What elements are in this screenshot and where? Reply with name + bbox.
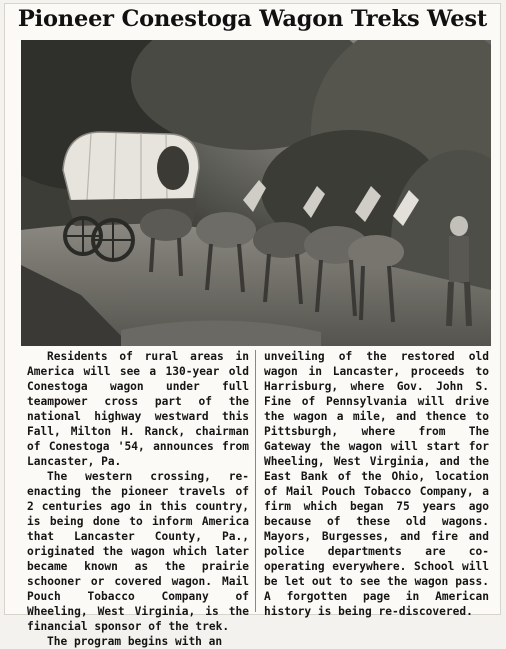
paragraph: The western crossing, re-enacting the pioneer travels of 2 centuries ago in this country, is being done to inform America that Lancaster County, Pa., originated the wagon which later became known as the prairie schooner or covered wagon. Mail Pouch Tobacco Company of Wheeling, West Virginia, is the financial sponsor of the trek. — [27, 470, 249, 633]
paragraph: unveiling of the restored old wagon in Lancaster, proceeds to Harrisburg, where Gov. John S. Fine of Pennsylvania will drive the wagon a mile, and thence to Pittsburgh, where from The Gateway the wagon will start for Wheeling, West Virginia, and the East Bank of the Ohio, location of Mail Pouch Tobacco Company, a firm which began 75 years ago because of these old wagons. Mayors, Burgesses, and fire and police departments are co-operating everywhere. School will be let out to see the wagon pass. A forgotten page in American history is being re-discovered. — [264, 350, 489, 618]
headline: Pioneer Conestoga Wagon Treks West — [17, 6, 488, 32]
paragraph: Residents of rural areas in America will see a 130-year old Conestoga wagon under full teampower cross part of the national highway westward this Fall, Milton H. Ranck, chairman of Conestoga '54, announces from Lancaster, Pa. — [27, 350, 249, 468]
wagon-photo — [21, 40, 491, 346]
column-divider — [255, 350, 256, 612]
paragraph: The program begins with an — [47, 635, 223, 648]
article-column-right — [264, 349, 489, 619]
article-column-left — [27, 349, 249, 649]
newspaper-clipping — [4, 3, 501, 648]
